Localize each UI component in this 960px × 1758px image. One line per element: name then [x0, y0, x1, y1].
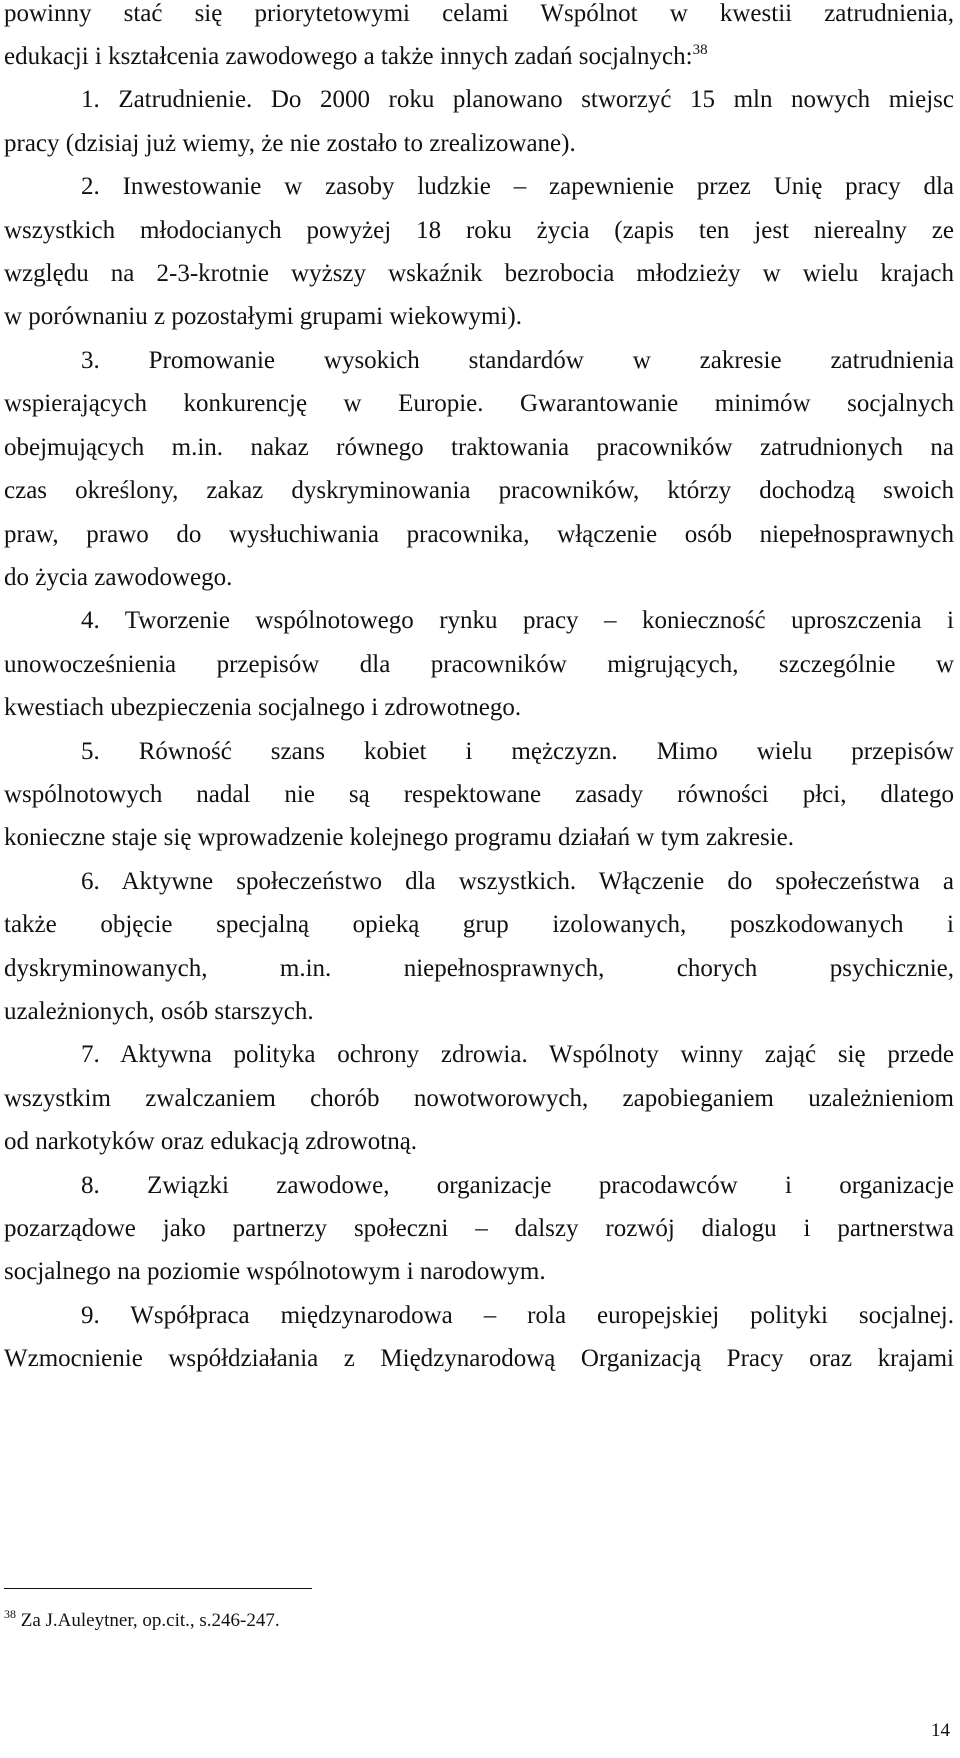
- body-line: [4, 0, 954, 34]
- body-line: [4, 1079, 954, 1119]
- body-line-text: unowocześnienia przepisów dla pracowników migrujących, szczególnie w: [4, 651, 954, 678]
- body-line: [4, 732, 954, 772]
- body-line-text: kwestiach ubezpieczenia socjalnego i zdrowotnego.: [4, 694, 522, 721]
- body-line-text: 1. Zatrudnienie. Do 2000 roku planowano stworzyć 15 mln nowych miejsc: [81, 86, 954, 113]
- body-line: [4, 471, 954, 511]
- body-line-text: pozarządowe jako partnerzy społeczni – dalszy rozwój dialogu i partnerstwa: [4, 1215, 954, 1242]
- body-line-text: 3. Promowanie wysokich standardów w zakresie zatrudnienia: [81, 347, 954, 374]
- body-line: [4, 124, 954, 164]
- body-line-text: czas określony, zakaz dyskryminowania pracowników, którzy dochodzą swoich: [4, 477, 954, 504]
- body-line-text: 6. Aktywne społeczeństwo dla wszystkich. Włączenie do społeczeństwa a: [81, 868, 954, 895]
- body-line: [4, 1252, 954, 1292]
- body-line: [4, 645, 954, 685]
- footnote-text: Za J.Auleytner, op.cit., s.246-247.: [16, 1610, 280, 1631]
- body-line-text: od narkotyków oraz edukacją zdrowotną.: [4, 1128, 418, 1155]
- body-line: [4, 1209, 954, 1249]
- body-line: [4, 167, 954, 207]
- body-line: [4, 949, 954, 989]
- body-line: [4, 254, 954, 294]
- body-line: [4, 1296, 954, 1336]
- body-line: [4, 1122, 954, 1162]
- body-line: [4, 515, 954, 555]
- body-line: [4, 992, 954, 1032]
- body-line-text: w porównaniu z pozostałymi grupami wiekowymi).: [4, 303, 522, 330]
- body-line: [4, 1339, 954, 1379]
- footnote: [4, 1608, 280, 1634]
- body-line-text: wspierających konkurencję w Europie. Gwarantowanie minimów socjalnych: [4, 390, 954, 417]
- body-line: [4, 1166, 954, 1206]
- page-number: 14: [931, 1720, 950, 1741]
- body-line-text: edukacji i kształcenia zawodowego a także innych zadań socjalnych:: [4, 43, 693, 70]
- body-line-text: wszystkim zwalczaniem chorób nowotworowych, zapobieganiem uzależnieniom: [4, 1085, 954, 1112]
- body-line-text: 9. Współpraca międzynarodowa – rola europejskiej polityki socjalnej.: [81, 1302, 954, 1329]
- body-line: [4, 601, 954, 641]
- body-line: [4, 905, 954, 945]
- body-line-text: do życia zawodowego.: [4, 564, 233, 591]
- body-line-text: wspólnotowych nadal nie są respektowane zasady równości płci, dlatego: [4, 781, 954, 808]
- body-line: [4, 341, 954, 381]
- body-line-text: także objęcie specjalną opieką grup izolowanych, poszkodowanych i: [4, 911, 954, 938]
- body-line: [4, 688, 954, 728]
- body-line: [4, 297, 954, 337]
- body-line-text: Wzmocnienie współdziałania z Międzynarodową Organizacją Pracy oraz krajami: [4, 1345, 954, 1372]
- body-line-text: 7. Aktywna polityka ochrony zdrowia. Wspólnoty winny zająć się przede: [81, 1041, 954, 1068]
- body-line-text: socjalnego na poziomie wspólnotowym i narodowym.: [4, 1258, 546, 1285]
- body-line-text: uzależnionych, osób starszych.: [4, 998, 314, 1025]
- body-line-text: względu na 2-3-krotnie wyższy wskaźnik bezrobocia młodzieży w wielu krajach: [4, 260, 954, 287]
- body-line-text: powinny stać się priorytetowymi celami Wspólnot w kwestii zatrudnienia,: [4, 0, 954, 27]
- body-line: [4, 558, 954, 598]
- body-line-text: 4. Tworzenie wspólnotowego rynku pracy – konieczność uproszczenia i: [81, 607, 954, 634]
- footnote-reference[interactable]: 38: [692, 42, 708, 58]
- body-line-text: pracy (dzisiaj już wiemy, że nie zostało to zrealizowane).: [4, 130, 576, 157]
- body-line-text: 5. Równość szans kobiet i mężczyzn. Mimo wielu przepisów: [81, 738, 954, 765]
- footnote-separator: [4, 1588, 312, 1589]
- body-line: [4, 384, 954, 424]
- body-line: [4, 1035, 954, 1075]
- body-line-text: praw, prawo do wysłuchiwania pracownika, włączenie osób niepełnosprawnych: [4, 521, 954, 548]
- body-line-text: 2. Inwestowanie w zasoby ludzkie – zapewnienie przez Unię pracy dla: [81, 173, 954, 200]
- body-line: [4, 428, 954, 468]
- body-line-text: wszystkich młodocianych powyżej 18 roku życia (zapis ten jest nierealny ze: [4, 217, 954, 244]
- body-line: [4, 775, 954, 815]
- body-line-text: obejmujących m.in. nakaz równego traktowania pracowników zatrudnionych na: [4, 434, 954, 461]
- body-line: [4, 37, 954, 77]
- body-line-text: dyskryminowanych, m.in. niepełnosprawnych, chorych psychicznie,: [4, 955, 954, 982]
- body-line: [4, 211, 954, 251]
- body-line-text: konieczne staje się wprowadzenie kolejnego programu działań w tym zakresie.: [4, 824, 794, 851]
- body-line: [4, 80, 954, 120]
- body-line-text: 8. Związki zawodowe, organizacje pracodawców i organizacje: [81, 1172, 954, 1199]
- body-line: [4, 862, 954, 902]
- footnote-number: 38: [4, 1607, 16, 1621]
- body-line: [4, 818, 954, 858]
